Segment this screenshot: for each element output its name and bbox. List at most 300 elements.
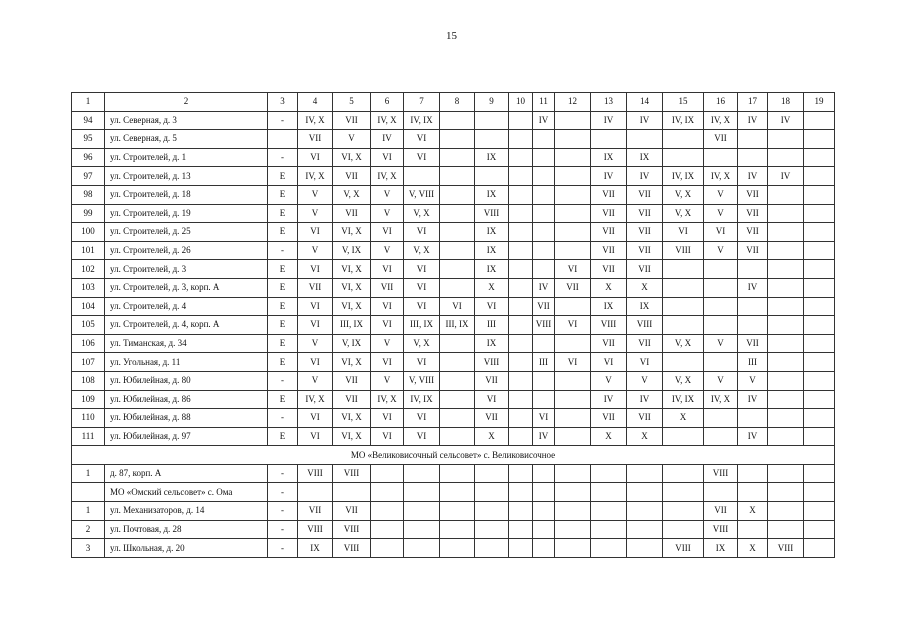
table-cell: VIII [591, 316, 627, 335]
table-cell: VI [704, 223, 738, 242]
table-cell: VII [627, 334, 663, 353]
address-cell: ул. Юбилейная, д. 88 [105, 409, 268, 428]
table-cell [555, 223, 591, 242]
table-cell [738, 260, 768, 279]
table-cell: IX [475, 223, 509, 242]
table-cell: IV [627, 111, 663, 130]
page-number: 15 [446, 30, 457, 42]
table-cell: IV [533, 111, 555, 130]
table-cell: VII [627, 409, 663, 428]
table-cell: V [333, 130, 371, 149]
table-cell: V, X [404, 241, 440, 260]
table-cell [555, 390, 591, 409]
table-cell [533, 167, 555, 186]
table-cell: VII [591, 241, 627, 260]
table-cell: VII [591, 260, 627, 279]
table-cell: VII [627, 223, 663, 242]
table-cell [663, 316, 704, 335]
table-cell [404, 520, 440, 539]
table-cell: VI, X [333, 260, 371, 279]
table-cell [768, 334, 804, 353]
table-cell [404, 483, 440, 502]
table-cell: V [298, 241, 333, 260]
row-number-cell: 3 [72, 539, 105, 558]
table-cell: IX [627, 297, 663, 316]
table-cell: VI [555, 316, 591, 335]
table-cell [404, 167, 440, 186]
row-number-cell: 95 [72, 130, 105, 149]
table-cell [404, 539, 440, 558]
table-cell: VIII [298, 464, 333, 483]
table-cell: VII [627, 185, 663, 204]
table-cell: X [627, 427, 663, 446]
column-header: 12 [555, 93, 591, 112]
table-cell: E [268, 185, 298, 204]
table-cell [475, 483, 509, 502]
address-cell: ул. Северная, д. 5 [105, 130, 268, 149]
table-cell: IV, X [371, 167, 404, 186]
table-cell [509, 185, 533, 204]
table-cell: VI [371, 316, 404, 335]
table-cell [704, 148, 738, 167]
table-cell [533, 390, 555, 409]
column-header: 7 [404, 93, 440, 112]
table-cell: V [371, 204, 404, 223]
table-cell [804, 297, 835, 316]
table-cell [509, 316, 533, 335]
table-cell: VI [404, 278, 440, 297]
table-cell: VII [704, 502, 738, 521]
table-cell: VI [404, 260, 440, 279]
table-cell: VII [475, 371, 509, 390]
table-cell: VI [298, 409, 333, 428]
table-cell: E [268, 297, 298, 316]
row-number-cell: 105 [72, 316, 105, 335]
table-cell: V, VIII [404, 371, 440, 390]
table-cell [627, 130, 663, 149]
table-cell [440, 427, 475, 446]
table-cell [555, 130, 591, 149]
address-cell: ул. Угольная, д. 11 [105, 353, 268, 372]
table-cell: VII [591, 409, 627, 428]
column-header: 17 [738, 93, 768, 112]
table-cell: X [591, 427, 627, 446]
table-cell: VI [298, 148, 333, 167]
row-number-cell: 111 [72, 427, 105, 446]
table-cell [509, 278, 533, 297]
table-cell [804, 539, 835, 558]
address-cell: ул. Строителей, д. 1 [105, 148, 268, 167]
table-cell: VI [555, 260, 591, 279]
table-cell: E [268, 316, 298, 335]
column-header: 11 [533, 93, 555, 112]
table-cell [440, 409, 475, 428]
table-cell: IV, IX [663, 390, 704, 409]
table-cell: V [298, 185, 333, 204]
table-cell: IV [591, 167, 627, 186]
row-number-cell: 2 [72, 520, 105, 539]
column-header: 5 [333, 93, 371, 112]
table-cell: VII [738, 185, 768, 204]
table-cell: - [268, 241, 298, 260]
table-cell: VII [738, 241, 768, 260]
table-cell [533, 130, 555, 149]
table-cell [440, 204, 475, 223]
table-cell [533, 539, 555, 558]
table-cell [440, 390, 475, 409]
table-cell: VI [404, 130, 440, 149]
table-cell: IV, IX [404, 111, 440, 130]
table-cell [371, 502, 404, 521]
table-cell [591, 464, 627, 483]
table-cell: X [591, 278, 627, 297]
table-cell [804, 167, 835, 186]
table-cell: IV [738, 278, 768, 297]
table-cell: III [475, 316, 509, 335]
table-row [72, 130, 835, 149]
table-cell [533, 520, 555, 539]
column-header: 10 [509, 93, 533, 112]
table-row [72, 223, 835, 242]
table-cell: VII [555, 278, 591, 297]
table-cell [663, 260, 704, 279]
table-cell [663, 483, 704, 502]
table-cell: E [268, 427, 298, 446]
data-table [71, 92, 835, 558]
table-cell [509, 390, 533, 409]
table-cell [533, 148, 555, 167]
table-cell: IV, X [298, 167, 333, 186]
table-cell: VII [333, 390, 371, 409]
table-cell [663, 130, 704, 149]
column-header: 19 [804, 93, 835, 112]
table-cell: E [268, 167, 298, 186]
row-number-cell: 98 [72, 185, 105, 204]
table-cell [768, 241, 804, 260]
table-cell: VII [298, 278, 333, 297]
address-cell: ул. Строителей, д. 25 [105, 223, 268, 242]
table-cell [627, 520, 663, 539]
table-cell: VI [475, 297, 509, 316]
table-cell: V, VIII [404, 185, 440, 204]
table-cell: VI [371, 148, 404, 167]
table-cell: VI, X [333, 148, 371, 167]
row-number-cell: 99 [72, 204, 105, 223]
table-cell [591, 483, 627, 502]
table-cell [371, 483, 404, 502]
table-cell [663, 427, 704, 446]
table-cell [555, 111, 591, 130]
table-cell: VII [298, 130, 333, 149]
table-cell [663, 464, 704, 483]
table-cell [663, 297, 704, 316]
table-cell: VII [371, 278, 404, 297]
table-row [72, 278, 835, 297]
table-cell: IX [704, 539, 738, 558]
table-cell: VI, X [333, 223, 371, 242]
table-row [72, 334, 835, 353]
table-cell: V [704, 241, 738, 260]
table-cell [804, 241, 835, 260]
row-number-cell: 1 [72, 464, 105, 483]
table-cell [509, 464, 533, 483]
table-cell: V, X [663, 204, 704, 223]
table-cell [704, 427, 738, 446]
table-cell [738, 464, 768, 483]
table-cell [440, 167, 475, 186]
table-cell: VI, X [333, 278, 371, 297]
table-cell [555, 204, 591, 223]
table-cell: IV, X [371, 111, 404, 130]
table-cell [509, 241, 533, 260]
address-cell: ул. Тиманская, д. 34 [105, 334, 268, 353]
table-cell [591, 130, 627, 149]
row-number-cell: 108 [72, 371, 105, 390]
table-cell [768, 427, 804, 446]
table-cell [509, 409, 533, 428]
table-cell [738, 148, 768, 167]
table-cell: V, X [663, 334, 704, 353]
table-cell [804, 316, 835, 335]
table-cell [440, 148, 475, 167]
table-cell: V, X [333, 185, 371, 204]
table-cell: III, IX [404, 316, 440, 335]
table-cell [533, 223, 555, 242]
table-cell: - [268, 111, 298, 130]
table-cell [555, 409, 591, 428]
table-cell: VII [738, 334, 768, 353]
table-cell [509, 502, 533, 521]
table-cell [533, 334, 555, 353]
table-cell: VII [591, 204, 627, 223]
table-cell: VIII [627, 316, 663, 335]
table-cell [804, 409, 835, 428]
table-cell: VI [533, 409, 555, 428]
table-cell: III, IX [440, 316, 475, 335]
table-cell [440, 130, 475, 149]
table-cell [663, 520, 704, 539]
table-cell [555, 185, 591, 204]
table-cell [804, 111, 835, 130]
table-cell: IV [738, 111, 768, 130]
table-cell [627, 483, 663, 502]
table-cell: VIII [333, 539, 371, 558]
table-cell: E [268, 278, 298, 297]
table-cell [555, 520, 591, 539]
table-cell [591, 502, 627, 521]
table-cell: VI [371, 297, 404, 316]
table-cell: VI, X [333, 409, 371, 428]
table-cell: VI [404, 409, 440, 428]
table-cell [509, 260, 533, 279]
address-cell: ул. Строителей, д. 4 [105, 297, 268, 316]
table-cell [509, 204, 533, 223]
table-row [72, 464, 835, 483]
column-header: 1 [72, 93, 105, 112]
table-cell: V [704, 185, 738, 204]
table-cell: VI [298, 297, 333, 316]
table-cell: VIII [333, 464, 371, 483]
table-cell [440, 111, 475, 130]
table-cell: VI [371, 223, 404, 242]
table-cell [440, 520, 475, 539]
table-cell [555, 297, 591, 316]
table-row [72, 204, 835, 223]
row-number-cell: 1 [72, 502, 105, 521]
table-body [72, 93, 835, 558]
table-cell: VII [627, 260, 663, 279]
table-cell: VIII [533, 316, 555, 335]
table-cell: IV [533, 278, 555, 297]
table-cell [555, 483, 591, 502]
table-cell: IX [591, 297, 627, 316]
table-cell: E [268, 390, 298, 409]
address-cell: ул. Механизаторов, д. 14 [105, 502, 268, 521]
row-number-cell: 97 [72, 167, 105, 186]
table-cell: VI [298, 353, 333, 372]
table-cell [738, 483, 768, 502]
table-cell: IX [475, 241, 509, 260]
table-cell [768, 185, 804, 204]
table-cell: X [475, 427, 509, 446]
row-number-cell: 102 [72, 260, 105, 279]
table-cell: IX [298, 539, 333, 558]
table-cell [704, 297, 738, 316]
address-cell: ул. Юбилейная, д. 97 [105, 427, 268, 446]
table-cell: V, X [404, 204, 440, 223]
address-cell: ул. Почтовая, д. 28 [105, 520, 268, 539]
table-cell [475, 520, 509, 539]
table-cell [509, 539, 533, 558]
table-cell: E [268, 223, 298, 242]
table-cell: E [268, 334, 298, 353]
table-cell [440, 483, 475, 502]
table-cell [533, 204, 555, 223]
column-header: 4 [298, 93, 333, 112]
table-cell: IX [475, 185, 509, 204]
table-cell [440, 502, 475, 521]
table-cell: VI [371, 260, 404, 279]
table-cell: VII [738, 204, 768, 223]
table-cell [804, 204, 835, 223]
table-cell [509, 148, 533, 167]
table-cell: VI [371, 353, 404, 372]
table-cell [509, 520, 533, 539]
table-cell: VIII [663, 241, 704, 260]
address-cell: ул. Юбилейная, д. 80 [105, 371, 268, 390]
table-row [72, 409, 835, 428]
table-cell [591, 539, 627, 558]
table-cell [768, 260, 804, 279]
table-cell [663, 353, 704, 372]
table-cell: E [268, 204, 298, 223]
table-cell: VI [371, 427, 404, 446]
table-cell [704, 353, 738, 372]
table-cell [768, 204, 804, 223]
table-cell [509, 371, 533, 390]
table-cell [768, 148, 804, 167]
table-cell [804, 390, 835, 409]
table-cell: V [298, 204, 333, 223]
table-cell: VII [298, 502, 333, 521]
table-cell: V [738, 371, 768, 390]
table-cell: IV, X [298, 111, 333, 130]
table-cell [704, 260, 738, 279]
table-cell [804, 502, 835, 521]
table-cell: V, IX [333, 241, 371, 260]
table-cell: V [704, 334, 738, 353]
table-cell: VI [627, 353, 663, 372]
column-header: 9 [475, 93, 509, 112]
table-cell: IV, IX [404, 390, 440, 409]
table-cell: V, X [663, 185, 704, 204]
table-cell: VI [555, 353, 591, 372]
table-cell [555, 464, 591, 483]
table-cell [555, 241, 591, 260]
table-cell [804, 185, 835, 204]
table-cell: V [704, 371, 738, 390]
table-cell [268, 130, 298, 149]
table-cell: VII [333, 502, 371, 521]
header-row [72, 93, 835, 112]
column-header: 14 [627, 93, 663, 112]
table-cell: VIII [768, 539, 804, 558]
table-cell [404, 502, 440, 521]
table-cell: VII [738, 223, 768, 242]
table-cell: - [268, 483, 298, 502]
table-cell: VI [298, 316, 333, 335]
table-cell [533, 185, 555, 204]
table-cell [533, 260, 555, 279]
table-cell [804, 483, 835, 502]
table-cell: IV, X [298, 390, 333, 409]
table-cell [627, 539, 663, 558]
row-number-cell: 110 [72, 409, 105, 428]
table-cell [533, 502, 555, 521]
table-cell [509, 130, 533, 149]
table-cell [804, 464, 835, 483]
table-cell [768, 130, 804, 149]
table-cell: IV [591, 390, 627, 409]
table-cell: VII [591, 185, 627, 204]
table-cell [768, 502, 804, 521]
table-cell: X [663, 409, 704, 428]
table-cell [663, 278, 704, 297]
table-cell: IV [738, 167, 768, 186]
table-cell [475, 464, 509, 483]
row-number-cell: 101 [72, 241, 105, 260]
table-cell [738, 316, 768, 335]
row-number-cell: 107 [72, 353, 105, 372]
table-row [72, 353, 835, 372]
table-cell [475, 130, 509, 149]
address-cell: МО «Омский сельсовет» с. Ома [105, 483, 268, 502]
table-cell: V [371, 334, 404, 353]
table-cell: IV, X [704, 167, 738, 186]
table-cell [555, 334, 591, 353]
table-cell: V [704, 204, 738, 223]
table-cell [475, 111, 509, 130]
table-cell: V [591, 371, 627, 390]
table-cell: - [268, 502, 298, 521]
table-cell [555, 427, 591, 446]
table-cell [768, 483, 804, 502]
table-cell: VI [298, 260, 333, 279]
table-cell: VI [371, 409, 404, 428]
table-cell [804, 148, 835, 167]
table-cell: VI [404, 223, 440, 242]
address-cell: д. 87, корп. А [105, 464, 268, 483]
